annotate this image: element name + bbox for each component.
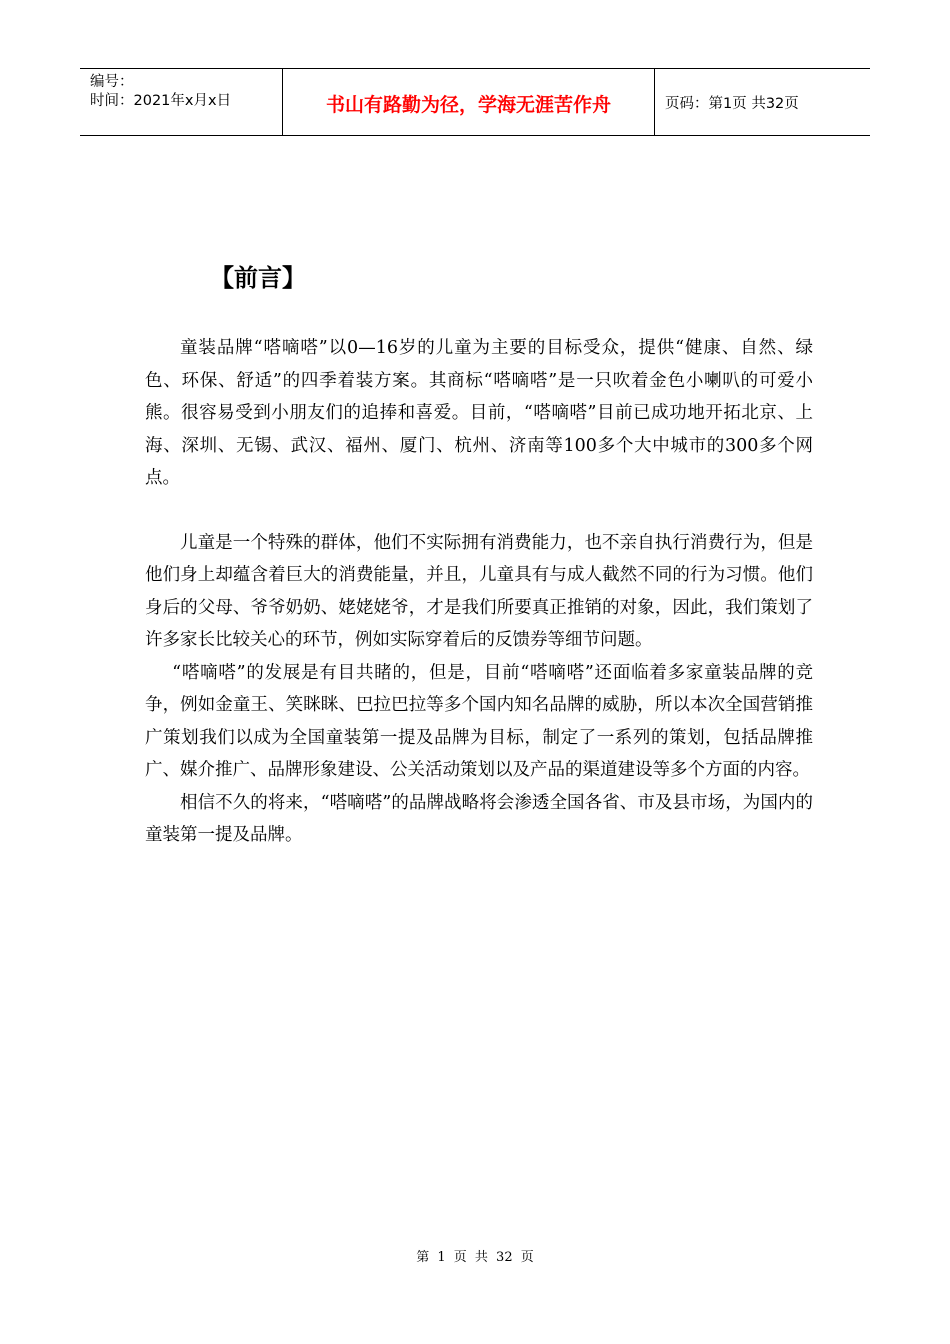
- paragraph: 相信不久的将来，“嗒嘀嗒”的品牌战略将会渗透全国各省、市及县市场，为国内的童装第一提及品牌。: [145, 792, 813, 845]
- page-footer: 第 1 页 共 32 页: [416, 1250, 534, 1265]
- section-title: 【前言】: [210, 264, 306, 292]
- header-motto: 书山有路勤为径，学海无涯苦作舟: [283, 69, 655, 135]
- page-header: [80, 68, 870, 136]
- paragraph: “嗒嘀嗒”的发展是有目共睹的，但是，目前“嗒嘀嗒”还面临着多家童装品牌的竞争，例如金童王、笑眯眯、巴拉巴拉等多个国内知名品牌的威胁，所以本次全国营销推广策划我们以成为全国童装第一提及品牌为目标，制定了一系列的策划，包括品牌推广、媒介推广、品牌形象建设、公关活动策划以及产品的渠道建设等多个方面的内容。: [145, 662, 813, 780]
- document-number-label: 编号：: [90, 74, 134, 90]
- document-body: [145, 332, 813, 852]
- paragraph: 童装品牌“嗒嘀嗒”以0—16岁的儿童为主要的目标受众，提供“健康、自然、绿色、环保、舒适”的四季着装方案。其商标“嗒嘀嗒”是一只吹着金色小喇叭的可爱小熊。很容易受到小朋友们的追捧和喜爱。目前，“嗒嘀嗒”目前已成功地开拓北京、上海、深圳、无锡、武汉、福州、厦门、杭州、济南等100多个大中城市的300多个网点。: [145, 338, 813, 488]
- header-page-info: 页码：第1页 共32页: [665, 95, 799, 112]
- paragraph: 儿童是一个特殊的群体，他们不实际拥有消费能力，也不亲自执行消费行为，但是他们身上却蕴含着巨大的消费能量，并且，儿童具有与成人截然不同的行为习惯。他们身后的父母、爷爷奶奶、姥姥姥爷，才是我们所要真正推销的对象，因此，我们策划了许多家长比较关心的环节，例如实际穿着后的反馈券等细节问题。: [145, 532, 813, 650]
- header-meta: [80, 69, 283, 135]
- document-date: 时间：2021年x月x日: [90, 93, 232, 109]
